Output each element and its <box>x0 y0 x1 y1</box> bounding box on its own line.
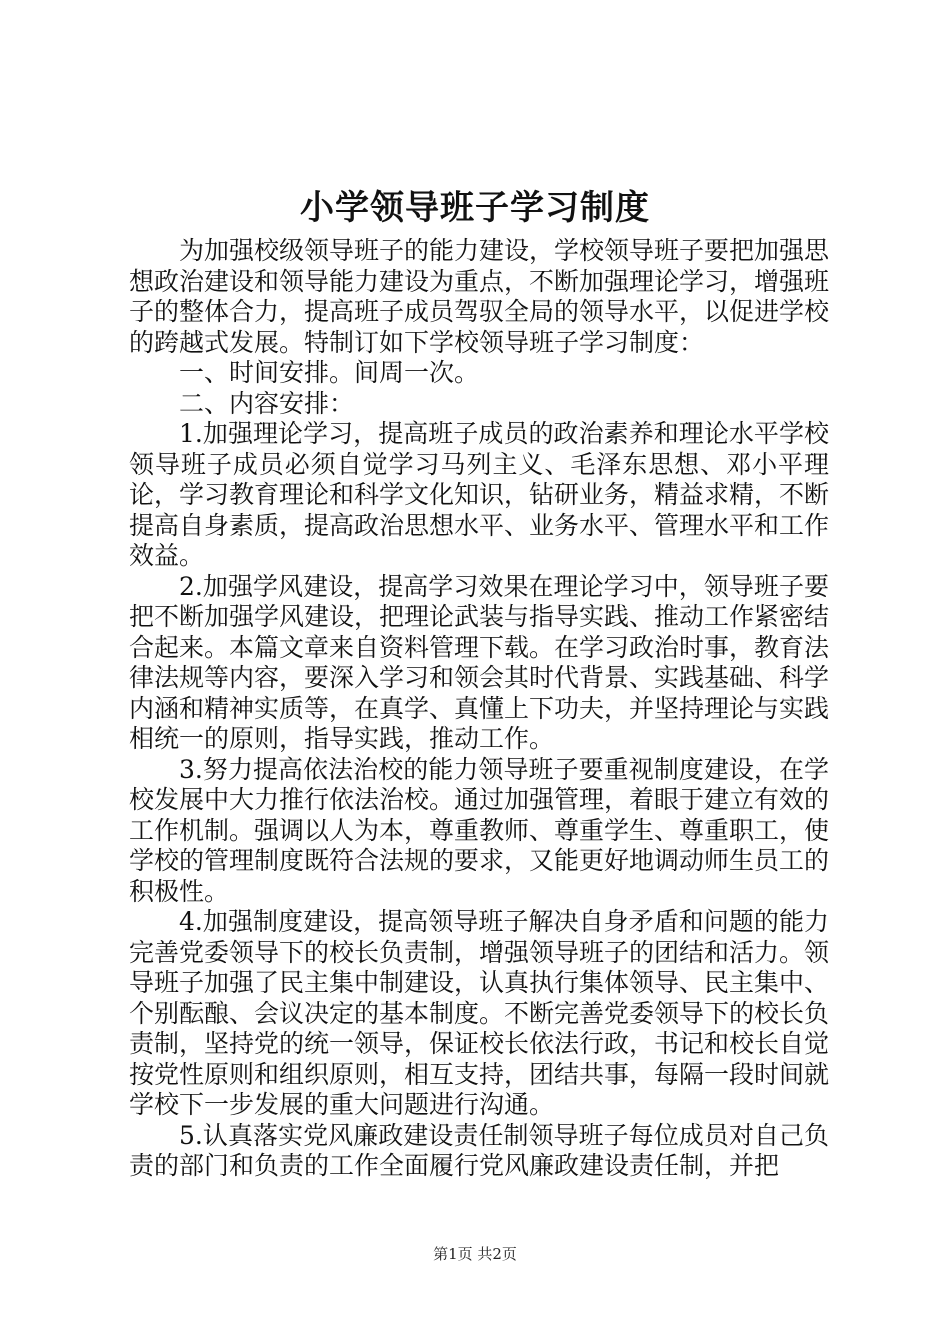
item-5-integrity-responsibility: 5.认真落实党风廉政建设责任制领导班子每位成员对自己负责的部门和负责的工作全面履行党风廉政建设责任制，并把 <box>129 1120 829 1180</box>
section-content-arrangement: 二、内容安排： <box>179 388 355 418</box>
item-3-rule-of-law: 3.努力提高依法治校的能力领导班子要重视制度建设，在学校发展中大力推行依法治校。通过加强管理，着眼于建立有效的工作机制。强调以人为本，尊重教师、尊重学生、尊重职工，使学校的管理制度既符合法规的要求，又能更好地调动师生员工的积极性。 <box>129 754 830 906</box>
item-4-system-building: 4.加强制度建设，提高领导班子解决自身矛盾和问题的能力完善党委领导下的校长负责制，增强领导班子的团结和活力。领导班子加强了民主集中制建设，认真执行集体领导、民主集中、个别酝酿、会议决定的基本制度。不断完善党委领导下的校长负责制，坚持党的统一领导，保证校长依法行政，书记和校长自觉按党性原则和组织原则，相互支持，团结共事，每隔一段时间就学校下一步发展的重大问题进行沟通。 <box>129 907 830 1119</box>
item-2-study-style: 2.加强学风建设，提高学习效果在理论学习中，领导班子要把不断加强学风建设，把理论武装与指导实践、推动工作紧密结合起来。本篇文章来自资料管理下载。在学习政治时事，教育法律法规等内容，要深入学习和领会其时代背景、实践基础、科学内涵和精神实质等，在真学、真懂上下功夫，并坚持理论与实践相统一的原则，指导实践，推动工作。 <box>129 571 830 753</box>
document-body <box>129 236 829 1182</box>
section-time-arrangement: 一、时间安排。间周一次。 <box>179 358 480 387</box>
item-1-theory-study: 1.加强理论学习，提高班子成员的政治素养和理论水平学校领导班子成员必须自觉学习马列主义、毛泽东思想、邓小平理论，学习教育理论和科学文化知识，钻研业务，精益求精，不断提高自身素质，提高政治思想水平、业务水平、管理水平和工作效益。 <box>129 419 830 570</box>
page-footer: 第1页 共2页 <box>433 1245 517 1263</box>
intro-paragraph: 为加强校级领导班子的能力建设，学校领导班子要把加强思想政治建设和领导能力建设为重点，不断加强理论学习，增强班子的整体合力，提高班子成员驾驭全局的领导水平，以促进学校的跨越式发展。特制订如下学校领导班子学习制度： <box>129 236 830 357</box>
document-title: 小学领导班子学习制度 <box>300 188 650 228</box>
